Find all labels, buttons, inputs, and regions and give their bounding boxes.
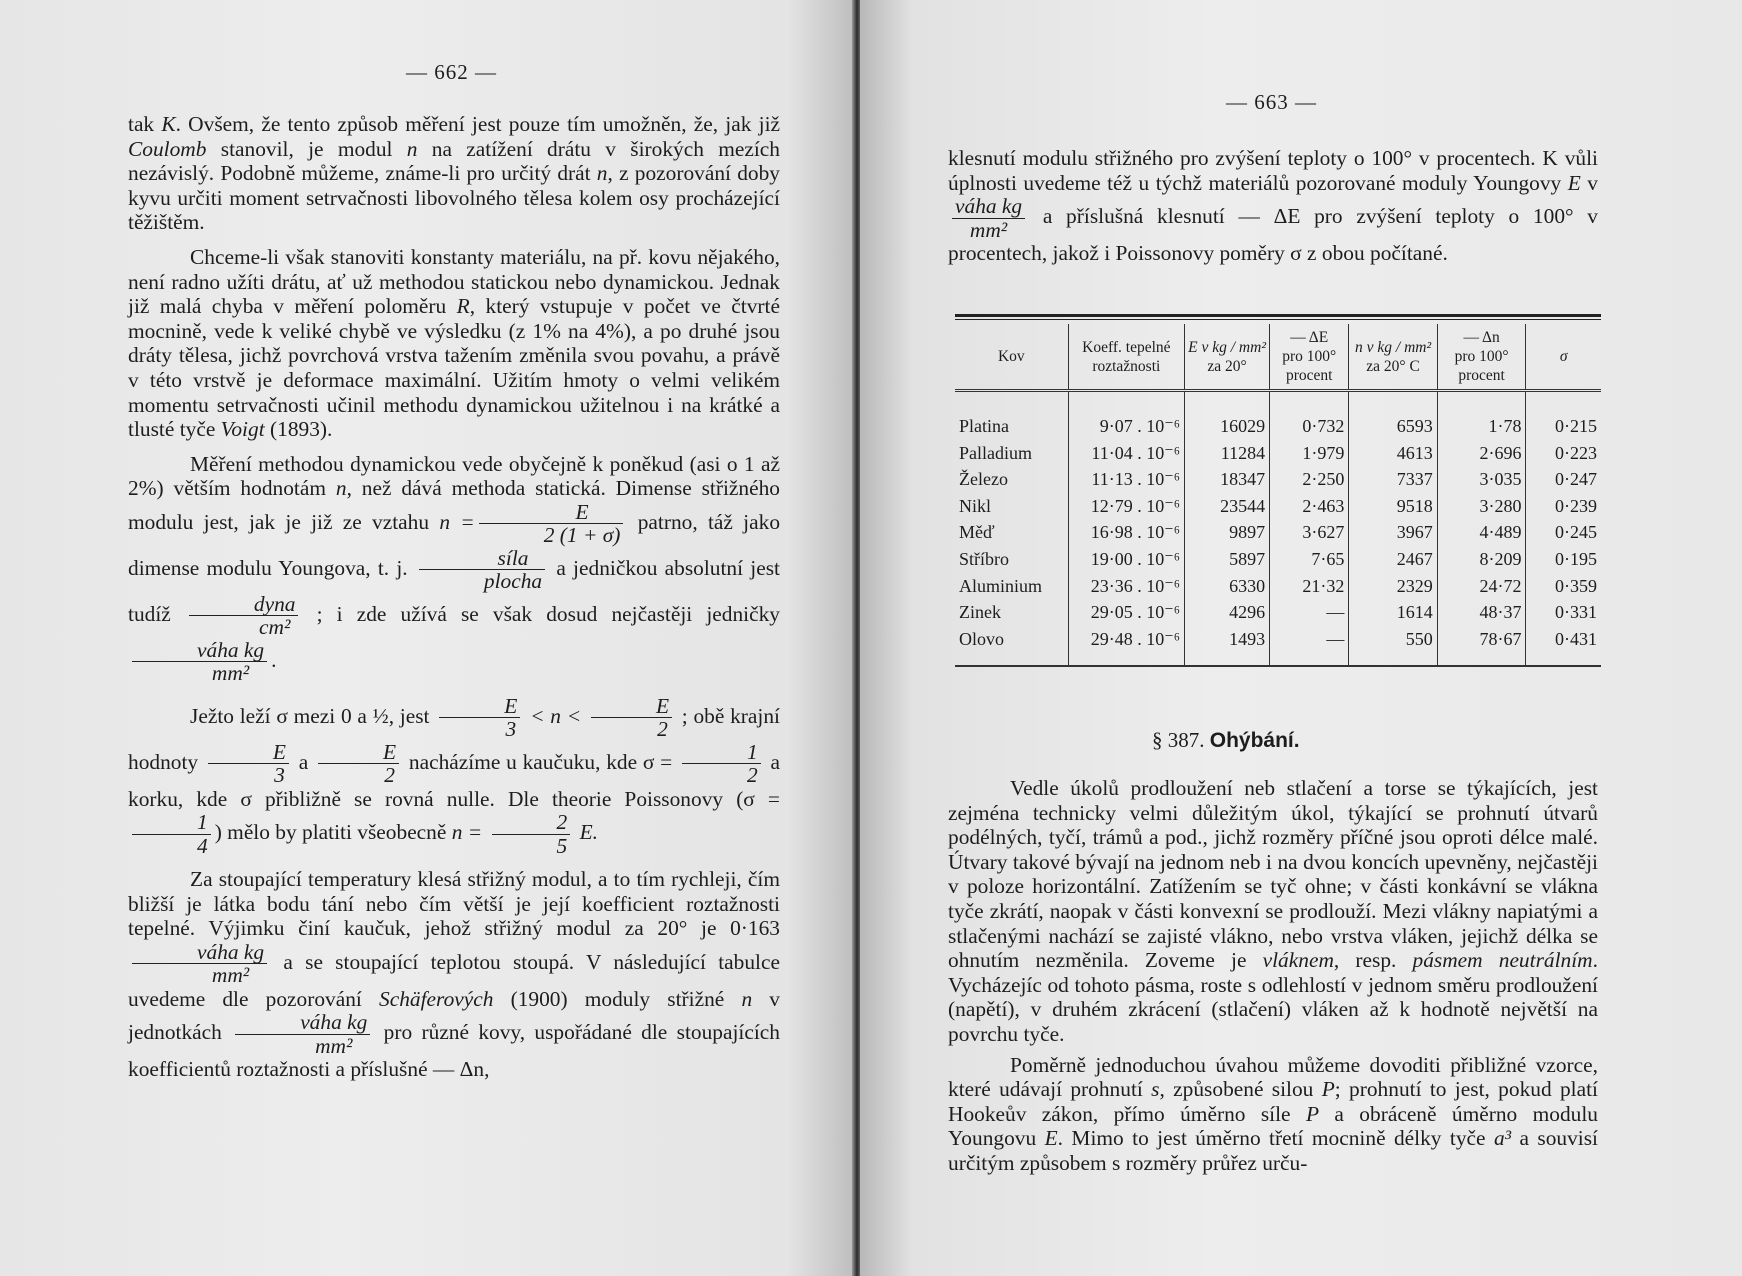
- cell-sigma: 0·215: [1526, 391, 1601, 440]
- page-number-left: — 662 —: [406, 60, 497, 84]
- table-body: [955, 391, 1601, 667]
- table-header-row: [955, 324, 1601, 391]
- cell-koeff: 29·05 . 10⁻⁶: [1068, 599, 1184, 626]
- cell-koeff: 16·98 . 10⁻⁶: [1068, 519, 1184, 546]
- cell-dE: 0·732: [1270, 391, 1349, 440]
- cell-n: 2467: [1349, 546, 1437, 573]
- cell-sigma: 0·359: [1526, 573, 1601, 600]
- cell-E: 18347: [1185, 466, 1270, 493]
- cell-E: 4296: [1185, 599, 1270, 626]
- cell-sigma: 0·247: [1526, 466, 1601, 493]
- header-kov: Kov: [955, 324, 1068, 391]
- cell-n: 3967: [1349, 519, 1437, 546]
- header-dn: — Δn pro 100° procent: [1437, 324, 1526, 391]
- cell-sigma: 0·223: [1526, 440, 1601, 467]
- cell-E: 23544: [1185, 493, 1270, 520]
- table-row: [955, 493, 1601, 520]
- cell-dE: —: [1270, 626, 1349, 667]
- cell-E: 5897: [1185, 546, 1270, 573]
- cell-dE: —: [1270, 599, 1349, 626]
- cell-E: 16029: [1185, 391, 1270, 440]
- cell-dE: 7·65: [1270, 546, 1349, 573]
- cell-E: 6330: [1185, 573, 1270, 600]
- kg-per-mm2-fraction: $\frac{\text{váha kg}}{\text{mm²}}$: [132, 639, 267, 685]
- cell-n: 7337: [1349, 466, 1437, 493]
- left-paragraph-3: Měření methodou dynamickou vede obyčejně k poněkud (asi o 1 až 2%) větším hodnotám n, než dává methoda statická. Dimense střižného modulu jest, jak je již ze vztahu n = $\frac{E}{2 (1 + \sigma)}$ patrno, táž jako dimense modulu Youngova, t. j. $\frac{\text{síla}}{\text{plocha}}$ a jedničkou absolutní jest tudíž $\frac{\text{dyna}}{\text{cm²}}$ ; i zde užívá se však dosud nejčastěji jedničky $\frac{\text{váha kg}}{\text{mm²}}$ .: [128, 451, 781, 686]
- cell-n: 4613: [1349, 440, 1437, 467]
- cell-dE: 2·463: [1270, 493, 1349, 520]
- table-row: [955, 573, 1601, 600]
- header-koeff: Koeff. tepelné roztažnosti: [1068, 324, 1184, 391]
- cell-kov: Palladium: [959, 442, 1032, 463]
- page-number-right: — 663 —: [1226, 90, 1317, 114]
- metals-table: [955, 314, 1601, 667]
- table-row: [955, 519, 1601, 546]
- cell-kov: Zinek: [959, 602, 1001, 623]
- section-paragraph-2: Poměrně jednoduchou úvahou můžeme dovoditi přibližné vzorce, které udávají prohnutí s, způsobené silou P; prohnutí to jest, pokud platí Hookeův zákon, přímo úměrno síle P a obráceně úměrno modulu Youngovu E. Mimo to jest úměrno třetí mocnině délky tyče a³ a souvisí určitým způsobem s rozměry průřez urču-: [948, 1052, 1598, 1175]
- header-dE: — ΔE pro 100° procent: [1270, 324, 1349, 391]
- header-n: n v kg / mm² za 20° C: [1349, 324, 1437, 391]
- right-page-section-body: [948, 776, 1598, 1176]
- cell-sigma: 0·195: [1526, 546, 1601, 573]
- right-paragraph-1: klesnutí modulu střižného pro zvýšení teploty o 100° v procentech. K vůli úplnosti uvedeme též u týchž materiálů pozorované moduly Youngovy E v $\frac{\text{váha kg}}{\text{mm²}}$ a příslušná klesnutí — ΔE pro zvýšení teploty o 100° v procentech, jakož i Poissonovy poměry σ z obou počítané.: [948, 146, 1598, 266]
- section-paragraph-1: Vedle úkolů prodloužení neb stlačení a torse se týkajících, jest zejména technicky velmi důležitým úkol, týkající se prohnutí útvarů podélných, tyčí, trámů a pod., jichž rozměry příčné jsou oproti délce malé. Útvary takové bývají na jednom neb i na dvou koncích upevněny, nejčastěji v poloze horizontální. Zatížením se tyč ohne; v části konkávní se vlákna tyče zkrátí, naopak v části konvexní se prodlouží. Mezi vlákny napiatými a stlačenými nachází se zajisté vlákno, nebo vrstva vláken, jejichž délka se ohnutím nezměnila. Zoveme je vláknem, resp. pásmem neutrálním. Vycházejíc od tohoto pásma, roste s odlehlostí v jednom směru prodloužení (napětí), v druhém zkrácení (stlačení) vláken až k hodnotě největší na povrchu tyče.: [948, 776, 1598, 1046]
- cell-dn: 8·209: [1437, 546, 1526, 573]
- force-per-area-fraction: $\frac{\text{síla}}{\text{plocha}}$: [419, 547, 545, 593]
- cell-sigma: 0·239: [1526, 493, 1601, 520]
- cell-dE: 21·32: [1270, 573, 1349, 600]
- cell-n: 9518: [1349, 493, 1437, 520]
- cell-kov: Nikl: [959, 495, 992, 516]
- cell-koeff: 19·00 . 10⁻⁶: [1068, 546, 1184, 573]
- cell-n: 2329: [1349, 573, 1437, 600]
- cell-dn: 48·37: [1437, 599, 1526, 626]
- cell-kov: Platina: [959, 416, 1009, 436]
- cell-dn: 2·696: [1437, 440, 1526, 467]
- header-E: E v kg / mm² za 20°: [1185, 324, 1270, 391]
- table-row: [955, 391, 1601, 440]
- cell-kov: Měď: [959, 522, 995, 543]
- cell-E: 9897: [1185, 519, 1270, 546]
- header-sigma: σ: [1526, 324, 1601, 391]
- cell-dE: 3·627: [1270, 519, 1349, 546]
- section-heading: § 387. Ohýbání.: [1152, 728, 1300, 752]
- cell-dE: 2·250: [1270, 466, 1349, 493]
- cell-E: 1493: [1185, 626, 1270, 667]
- left-page-body: [128, 112, 780, 1082]
- cell-dn: 4·489: [1437, 519, 1526, 546]
- table-row: [955, 546, 1601, 573]
- cell-dn: 24·72: [1437, 573, 1526, 600]
- left-paragraph-5: Za stoupající temperatury klesá střižný modul, a to tím rychleji, čím bližší je látka bodu tání nebo čím větší je její koefficient roztažnosti tepelné. Výjimku činí kaučuk, jehož střižný modul za 20° je 0·163 $\frac{\text{váha kg}}{\text{mm²}}$ a se stoupající teplotou stoupá. V následující tabulce uvedeme dle pozorování Schäferových (1900) moduly střižné n v jednotkách $\frac{\text{váha kg}}{\text{mm²}}$ pro různé kovy, uspořádané dle stoupajících koefficientů roztažnosti a příslušné — Δn,: [128, 867, 780, 1082]
- table-top-rule: [955, 314, 1601, 320]
- cell-koeff: 12·79 . 10⁻⁶: [1068, 493, 1184, 520]
- cell-koeff: 23·36 . 10⁻⁶: [1068, 573, 1184, 600]
- left-paragraph-1: tak K. Ovšem, že tento způsob měření jest pouze tím umožněn, že, jak již Coulomb stanovil, je modul n na zatížení drátu v širokých mezích nezávislý. Podobně můžeme, známe-li pro určitý drát n, z pozorování doby kyvu určiti moment setrvačnosti libovolného tělesa kolem osy procházející těžištěm.: [128, 112, 781, 235]
- cell-kov: Aluminium: [959, 575, 1043, 596]
- cell-dn: 3·280: [1437, 493, 1526, 520]
- shear-modulus-fraction: $\frac{E}{2 (1 + \sigma)}$: [479, 501, 624, 547]
- cell-dn: 1·78: [1437, 391, 1526, 440]
- cell-koeff: 29·48 . 10⁻⁶: [1068, 626, 1184, 667]
- cell-koeff: 11·04 . 10⁻⁶: [1068, 440, 1184, 467]
- cell-dE: 1·979: [1270, 440, 1349, 467]
- dyne-fraction: $\frac{\text{dyna}}{\text{cm²}}$: [189, 593, 299, 639]
- table-row: [955, 466, 1601, 493]
- right-page-intro: [948, 146, 1598, 266]
- cell-E: 11284: [1185, 440, 1270, 467]
- cell-n: 550: [1349, 626, 1437, 667]
- cell-sigma: 0·331: [1526, 599, 1601, 626]
- cell-kov: Olovo: [959, 628, 1004, 649]
- cell-n: 6593: [1349, 391, 1437, 440]
- cell-kov: Železo: [959, 469, 1008, 490]
- left-paragraph-2: Chceme-li však stanoviti konstanty materiálu, na př. kovu nějakého, není radno užíti drátu, ať už methodou statickou nebo dynamickou. Jednak již malá chyba v měření poloměru R, který vstupuje v počet ve čtvrté mocnině, vede k veliké chybě ve výsledku (z 1% na 4%), a po druhé jsou dráty tělesa, jichž povrchová vrstva tažením změnila svou povahu, a právě v této vrstvě je deformace maximální. Užitím hmoty o velmi velikém momentu setrvačnosti učinil methodu dynamickou užitelnou i na krátké a tlusté tyče Voigt (1893).: [128, 244, 780, 442]
- cell-sigma: 0·431: [1526, 626, 1601, 667]
- left-paragraph-4: Ježto leží σ mezi 0 a ½, jest $\frac{E}{3}$ < n < $\frac{E}{2}$ ; obě krajní hodnoty $\frac{E}{3}$ a $\frac{E}{2}$ nacházíme u kaučuku, kde σ = $\frac{1}{2}$ a korku, kde σ přibližně se rovná nulle. Dle theorie Poissonovy (σ = $\frac{1}{4}$ ) mělo by platiti všeobecně n = $\frac{2}{5}$ E.: [128, 693, 781, 858]
- table-row: [955, 440, 1601, 467]
- cell-n: 1614: [1349, 599, 1437, 626]
- table-row: [955, 599, 1601, 626]
- cell-dn: 3·035: [1437, 466, 1526, 493]
- cell-sigma: 0·245: [1526, 519, 1601, 546]
- cell-koeff: 9·07 . 10⁻⁶: [1068, 391, 1184, 440]
- metal-moduli-table: [955, 324, 1601, 667]
- cell-koeff: 11·13 . 10⁻⁶: [1068, 466, 1184, 493]
- table-row: [955, 626, 1601, 667]
- cell-kov: Stříbro: [959, 548, 1010, 569]
- cell-dn: 78·67: [1437, 626, 1526, 667]
